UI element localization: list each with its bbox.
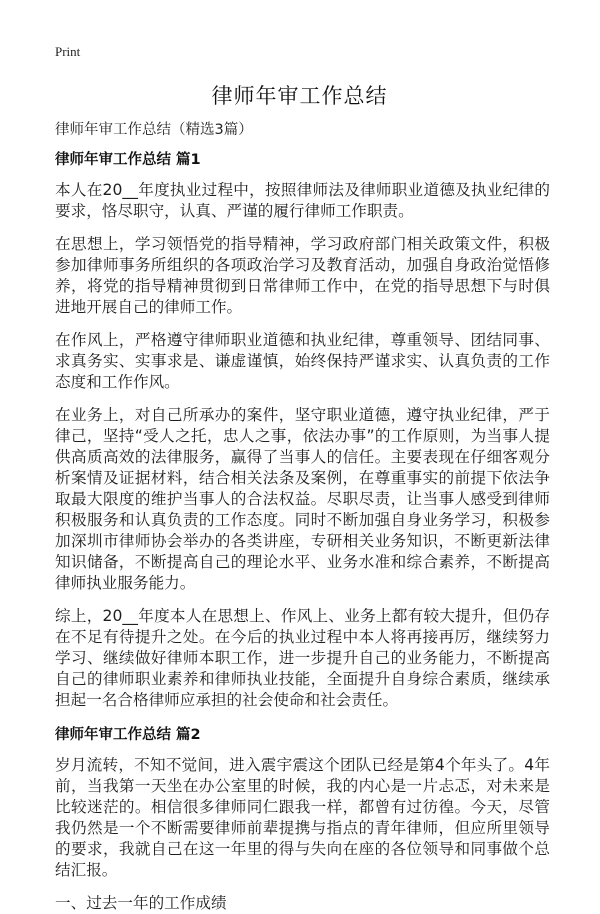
document-subtitle: 律师年审工作总结（精选3篇） <box>55 122 253 138</box>
paragraph: 在作风上，严格遵守律师职业道德和执业纪律，尊重领导、团结同事、求真务实、实事求是、谦虚谨慎，始终保持严谨求实、认真负责的工作态度和工作作风。 <box>55 331 550 391</box>
paragraph: 综上，20__年度本人在思想上、作风上、业务上都有较大提升，但仍存在不足有待提升之处。在今后的执业过程中本人将再接再厉，继续努力学习、继续做好律师本职工作，进一步提升自己的业务能力，不断提高自己的律师职业素养和律师执业技能，全面提升自身综合素质，继续承担起一名合格律师应承担的社会使命和社会责任。 <box>55 607 550 709</box>
subsection-heading: 一、过去一年的工作成绩 <box>55 894 227 912</box>
section-1 <box>55 150 550 711</box>
print-label[interactable]: Print <box>55 44 81 59</box>
document-page <box>55 44 550 914</box>
paragraph: 在思想上，学习领悟党的指导精神，学习政府部门相关政策文件，积极参加律师事务所组织的各项政治学习及教育活动，加强自身政治觉悟修养，将党的指导精神贯彻到日常律师工作中，在党的指导思想下与时俱进地开展自己的律师工作。 <box>55 235 550 316</box>
section-2 <box>55 725 550 914</box>
paragraph: 在业务上，对自己所承办的案件，坚守职业道德，遵守执业纪律，严于律己，坚持“受人之托，忠人之事，依法办事”的工作原则，为当事人提供高质高效的法律服务，赢得了当事人的信任。主要表现在仔细客观分析案情及证据材料，结合相关法条及案例，在尊重事实的前提下依法争取最大限度的维护当事人的合法权益。尽职尽责，让当事人感受到律师积极服务和认真负责的工作态度。同时不断加强自身业务学习，积极参加深圳市律师协会举办的各类讲座，专研相关业务知识，不断更新法律知识储备，不断提高自己的理论水平、业务水准和综合素养，不断提高律师执业服务能力。 <box>55 406 550 592</box>
document-title: 律师年审工作总结 <box>211 84 388 108</box>
paragraph: 岁月流转，不知不觉间，进入震宇震这个团队已经是第4个年头了。4年前，当我第一天坐在办公室里的时候，我的内心是一片忐忑，对未来是比较迷茫的。相信很多律师同仁跟我一样，都曾有过彷徨。今天，尽管我仍然是一个不断需要律师前辈提携与指点的青年律师，但应所里领导的要求，我就自己在这一年里的得与失向在座的各位领导和同事做个总结汇报。 <box>55 756 550 879</box>
section-heading: 律师年审工作总结 篇2 <box>55 727 201 743</box>
paragraph: 本人在20__年度执业过程中，按照律师法及律师职业道德及执业纪律的要求，恪尽职守，认真、严谨的履行律师工作职责。 <box>55 181 550 220</box>
section-heading: 律师年审工作总结 篇1 <box>55 152 201 168</box>
